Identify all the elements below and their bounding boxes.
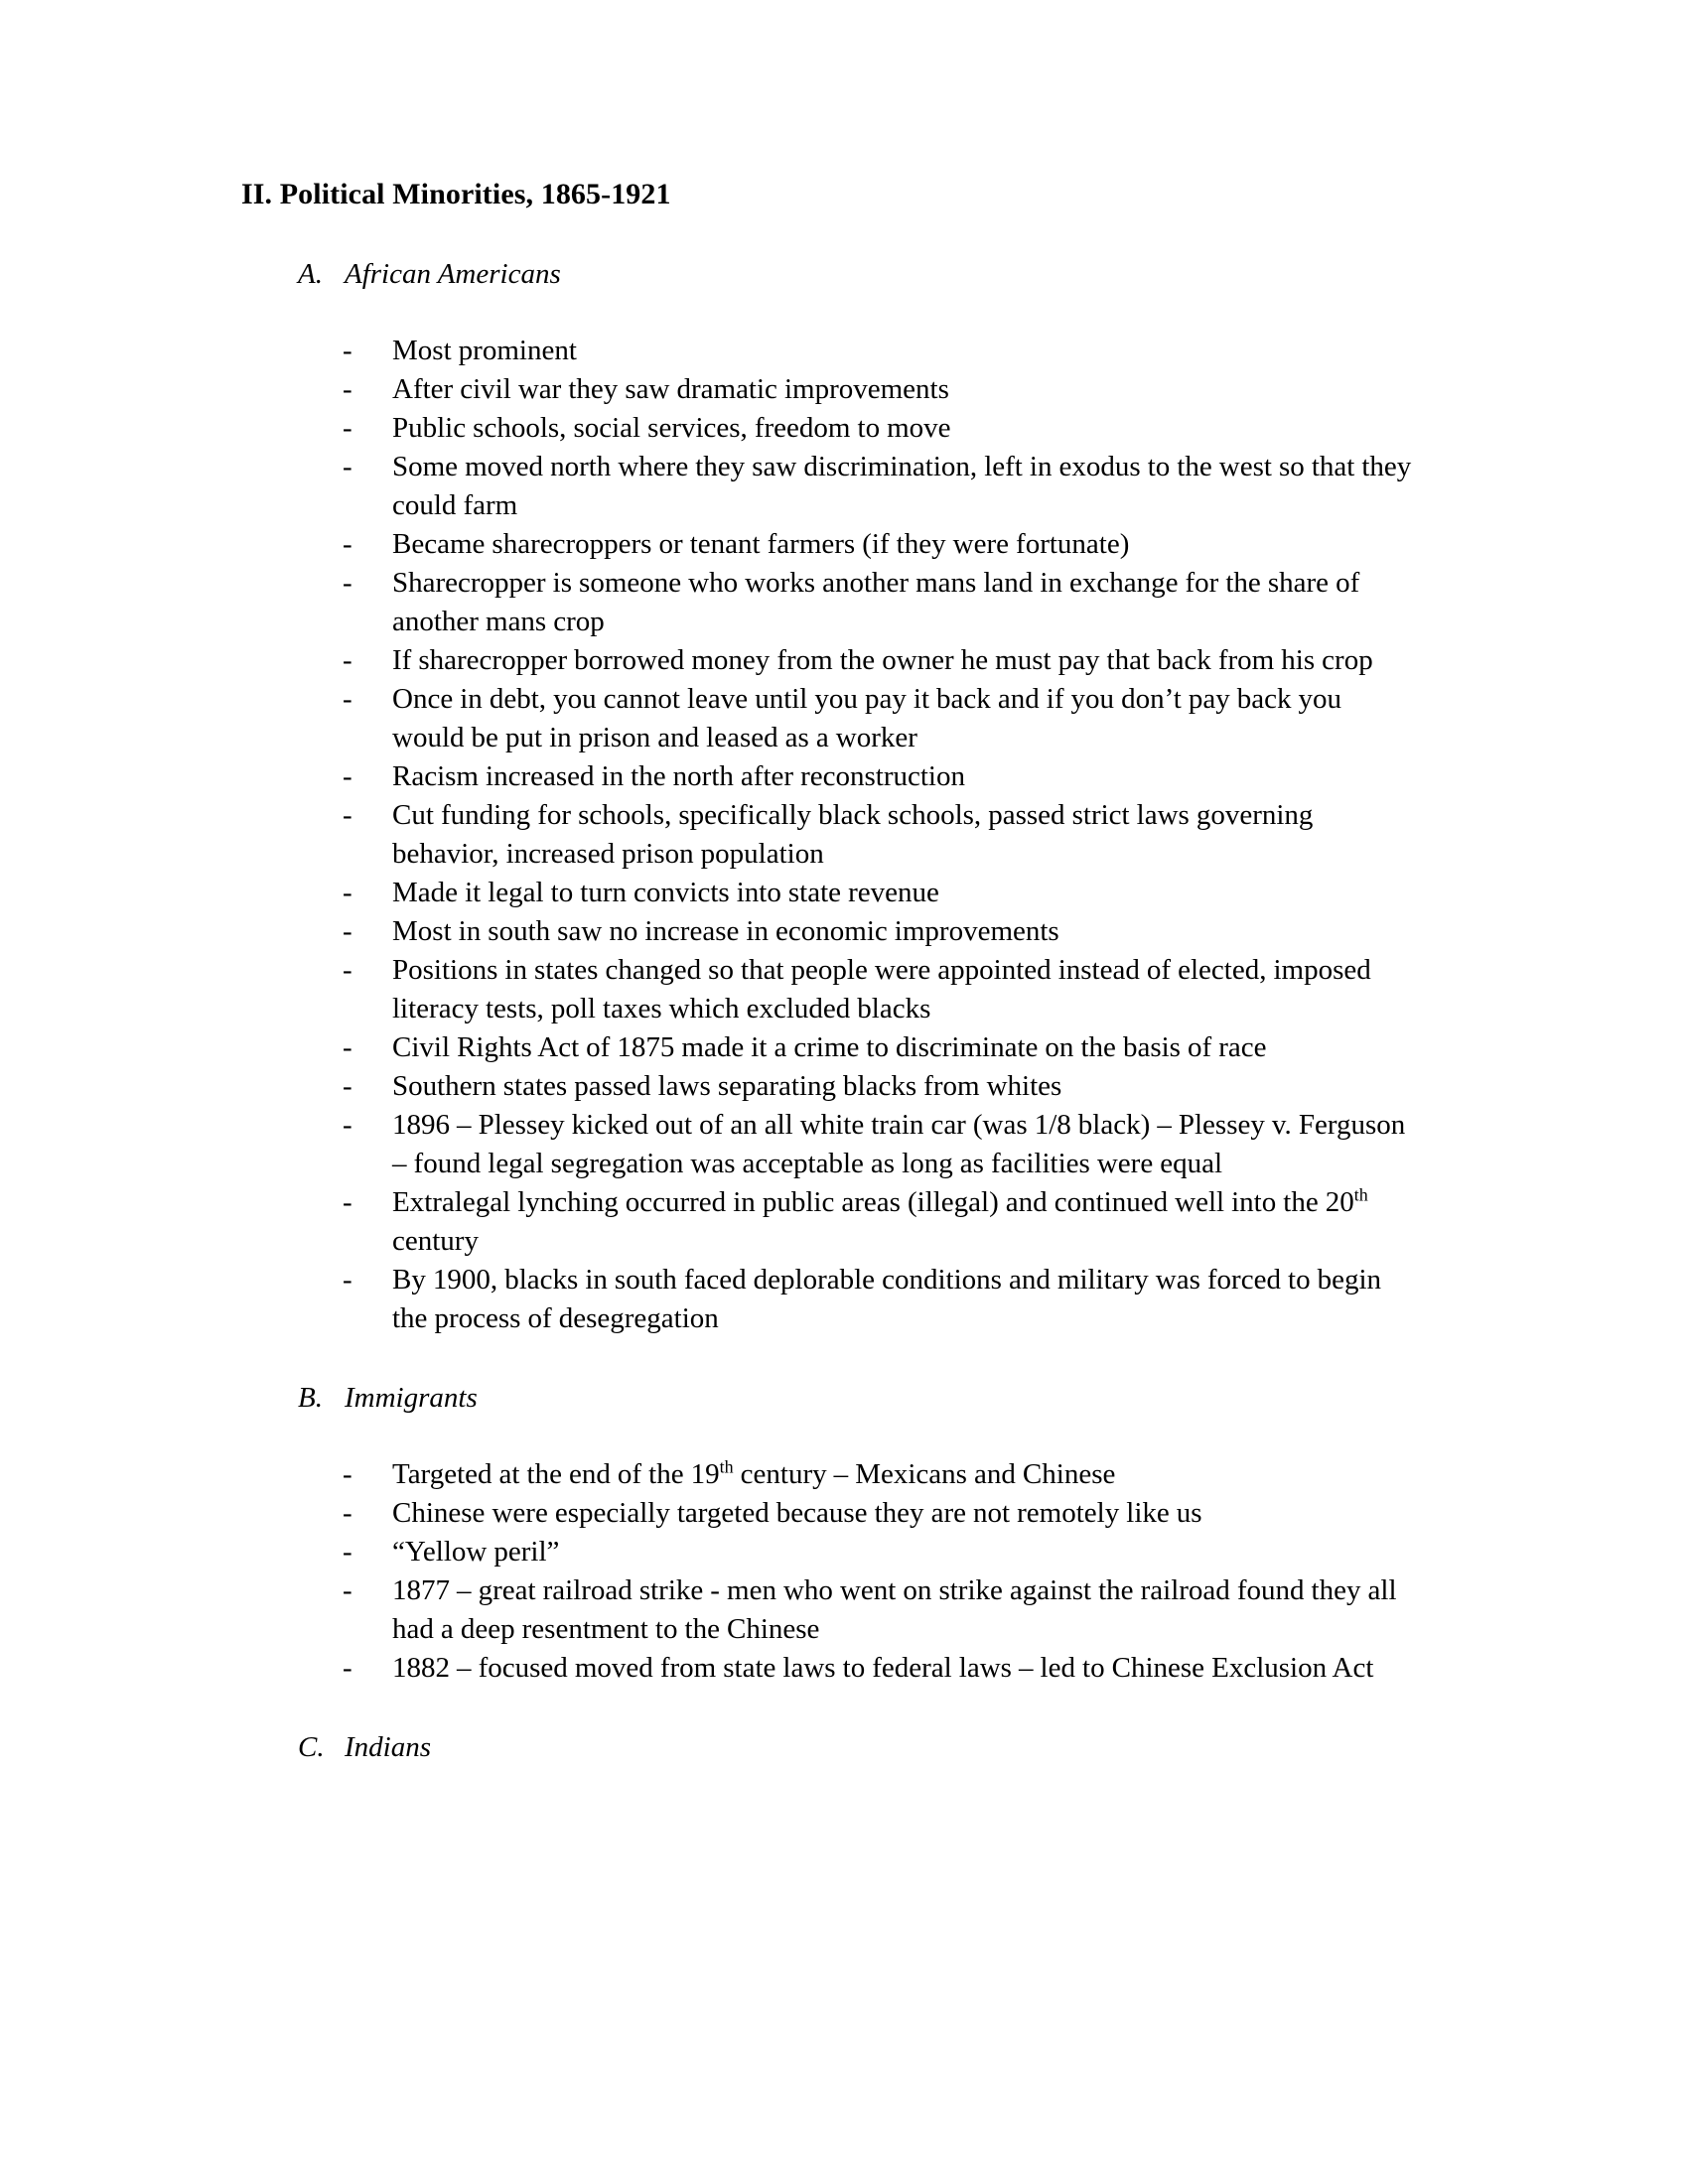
section-letter: B. [298, 1382, 323, 1414]
list-item-text: Made it legal to turn convicts into state revenue [392, 877, 939, 908]
bullet-marker: - [343, 373, 352, 405]
bullet-marker: - [343, 451, 352, 482]
list-item-text: Racism increased in the north after reconstruction [392, 760, 965, 792]
list-item [343, 641, 1415, 680]
ordinal-suffix: th [1353, 1184, 1368, 1205]
bullet-marker: - [343, 528, 352, 560]
list-item [343, 1533, 1415, 1571]
bullet-marker: - [343, 1536, 352, 1568]
list-item [343, 448, 1415, 525]
list-item-text: If sharecropper borrowed money from the owner he must pay that back from his crop [392, 644, 1373, 676]
list-item-text: By 1900, blacks in south faced deplorable conditions and military was forced to begin the process of desegregation [392, 1264, 1382, 1334]
bullet-marker: - [343, 644, 352, 676]
page-title: II. Political Minorities, 1865-1921 [241, 178, 671, 210]
bullet-marker: - [343, 760, 352, 792]
outline-sections [241, 254, 1433, 1767]
bullet-marker: - [343, 1109, 352, 1141]
list-item [343, 564, 1415, 641]
list-item [343, 370, 1415, 409]
section-title: Immigrants [345, 1382, 478, 1414]
list-item-text: 1882 – focused moved from state laws to federal laws – led to Chinese Exclusion Act [392, 1652, 1374, 1684]
text-run: Targeted at the end of the 19 [392, 1458, 720, 1490]
bullet-marker: - [343, 1652, 352, 1684]
list-item [343, 757, 1415, 796]
section-heading [298, 1727, 1433, 1767]
bullet-marker: - [343, 1070, 352, 1102]
list-item [343, 796, 1415, 874]
list-item-text: After civil war they saw dramatic improvements [392, 373, 949, 405]
list-item-text: Sharecropper is someone who works another mans land in exchange for the share of another mans crop [392, 567, 1360, 637]
bullet-marker: - [343, 412, 352, 444]
bullet-marker: - [343, 877, 352, 908]
list-item [343, 874, 1415, 912]
section-title: African Americans [345, 258, 561, 290]
list-item-text: “Yellow peril” [392, 1536, 560, 1568]
list-item [343, 1571, 1415, 1649]
list-item-text: Some moved north where they saw discrimination, left in exodus to the west so that they could farm [392, 451, 1412, 521]
bullet-marker: - [343, 335, 352, 366]
list-item-text [392, 1455, 1415, 1494]
list-item [343, 951, 1415, 1028]
list-item-text: Southern states passed laws separating blacks from whites [392, 1070, 1062, 1102]
list-item [343, 680, 1415, 757]
list-item-text: Civil Rights Act of 1875 made it a crime to discriminate on the basis of race [392, 1031, 1267, 1063]
list-item [343, 1067, 1415, 1106]
bullet-marker: - [343, 1458, 352, 1490]
bullet-marker: - [343, 915, 352, 947]
ordinal-suffix: th [719, 1456, 734, 1477]
bullet-list [343, 1455, 1433, 1688]
list-item [343, 912, 1415, 951]
bullet-marker: - [343, 1031, 352, 1063]
list-item [343, 1183, 1415, 1261]
list-item-text: 1896 – Plessey kicked out of an all white train car (was 1/8 black) – Plessey v. Ferguson – found legal segregation was acceptable as long as facilities were equal [392, 1109, 1406, 1179]
list-item [343, 332, 1415, 370]
list-item-text: Most in south saw no increase in economic improvements [392, 915, 1059, 947]
bullet-marker: - [343, 954, 352, 986]
list-item-text [392, 1183, 1415, 1261]
bullet-marker: - [343, 683, 352, 715]
outline-section [241, 1727, 1433, 1767]
section-heading [298, 254, 1433, 294]
section-title: Indians [345, 1731, 431, 1763]
outline-section [241, 254, 1433, 1338]
list-item-text: Became sharecroppers or tenant farmers (if they were fortunate) [392, 528, 1130, 560]
list-item [343, 1106, 1415, 1183]
list-item-text: Once in debt, you cannot leave until you pay it back and if you don’t pay back you would be put in prison and leased as a worker [392, 683, 1342, 753]
document-body [241, 175, 1433, 1767]
list-item [343, 1494, 1415, 1533]
text-run: century [392, 1225, 479, 1257]
list-item-text: 1877 – great railroad strike - men who went on strike against the railroad found they all had a deep resentment to the Chinese [392, 1574, 1397, 1645]
bullet-marker: - [343, 1186, 352, 1218]
list-item [343, 525, 1415, 564]
list-item [343, 1261, 1415, 1338]
section-letter: A. [298, 258, 323, 290]
bullet-list [343, 332, 1433, 1338]
bullet-marker: - [343, 1264, 352, 1296]
bullet-marker: - [343, 567, 352, 599]
list-item [343, 1028, 1415, 1067]
section-heading [298, 1378, 1433, 1418]
list-item-text: Most prominent [392, 335, 577, 366]
bullet-marker: - [343, 1497, 352, 1529]
outline-section [241, 1378, 1433, 1688]
text-run: century – Mexicans and Chinese [733, 1458, 1116, 1490]
list-item [343, 409, 1415, 448]
list-item [343, 1649, 1415, 1688]
list-item-text: Positions in states changed so that people were appointed instead of elected, imposed literacy tests, poll taxes which excluded blacks [392, 954, 1371, 1024]
section-letter: C. [298, 1731, 325, 1763]
list-item-text: Chinese were especially targeted because they are not remotely like us [392, 1497, 1202, 1529]
text-run: Extralegal lynching occurred in public areas (illegal) and continued well into the 20 [392, 1186, 1354, 1218]
list-item-text: Cut funding for schools, specifically black schools, passed strict laws governing behavior, increased prison population [392, 799, 1314, 870]
list-item-text: Public schools, social services, freedom to move [392, 412, 951, 444]
bullet-marker: - [343, 799, 352, 831]
list-item [343, 1455, 1415, 1494]
bullet-marker: - [343, 1574, 352, 1606]
